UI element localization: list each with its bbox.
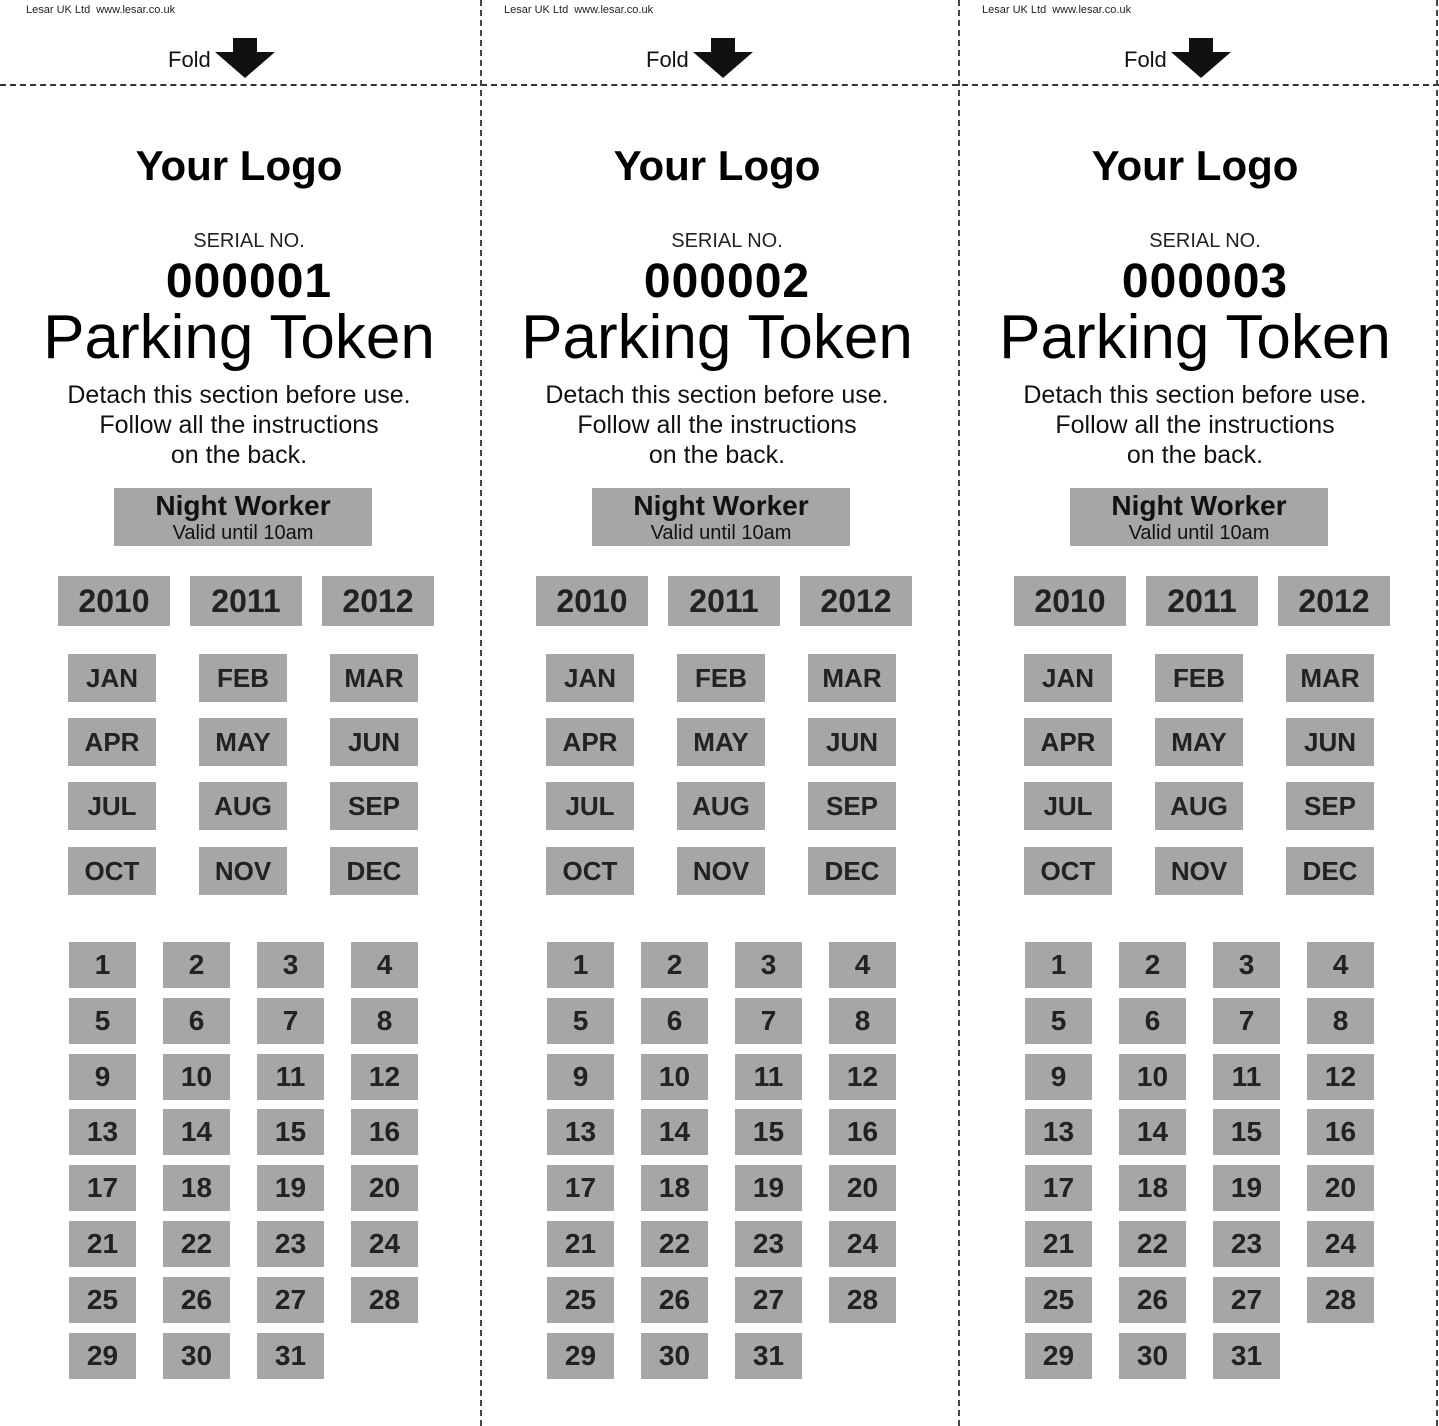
night-worker-badge [592,488,850,546]
day-box-19: 19 [1213,1165,1280,1211]
day-box-17: 17 [69,1165,136,1211]
serial-number: 000003 [1121,255,1289,308]
fold-label: Fold [646,47,689,72]
day-box-4: 4 [829,942,896,988]
month-box-apr: APR [546,718,634,766]
day-box-25: 25 [547,1277,614,1323]
day-box-22: 22 [1119,1221,1186,1267]
day-box-11: 11 [735,1054,802,1100]
parking-token-ticket [478,0,956,1426]
year-box-2012: 2012 [322,576,434,626]
day-box-23: 23 [735,1221,802,1267]
printer-company: Lesar UK Ltd [26,4,91,16]
day-box-9: 9 [1025,1054,1092,1100]
arrow-down-icon [215,38,275,83]
day-box-9: 9 [547,1054,614,1100]
day-box-13: 13 [1025,1109,1092,1155]
day-box-10: 10 [163,1054,230,1100]
month-box-jun: JUN [330,718,418,766]
instructions [478,380,956,470]
day-box-14: 14 [641,1109,708,1155]
month-box-may: MAY [677,718,765,766]
month-box-dec: DEC [330,847,418,895]
day-box-24: 24 [351,1221,418,1267]
instruction-line: Follow all the instructions [99,411,379,439]
day-box-7: 7 [257,998,324,1044]
day-box-3: 3 [257,942,324,988]
month-box-feb: FEB [1155,654,1243,702]
badge-subtitle: Valid until 10am [172,522,314,544]
serial-label: SERIAL NO. [671,230,783,252]
day-box-23: 23 [257,1221,324,1267]
day-box-18: 18 [1119,1165,1186,1211]
day-box-8: 8 [1307,998,1374,1044]
month-box-aug: AUG [199,782,287,830]
day-box-28: 28 [829,1277,896,1323]
serial-number: 000002 [643,255,811,308]
instruction-line: Detach this section before use. [67,381,411,409]
logo-placeholder: Your Logo [613,142,821,189]
printer-header [982,4,1131,16]
day-box-19: 19 [257,1165,324,1211]
month-box-jan: JAN [68,654,156,702]
parking-token-ticket [0,0,478,1426]
day-box-18: 18 [641,1165,708,1211]
month-box-jul: JUL [1024,782,1112,830]
day-box-23: 23 [1213,1221,1280,1267]
day-box-20: 20 [351,1165,418,1211]
day-box-24: 24 [829,1221,896,1267]
month-box-nov: NOV [199,847,287,895]
month-box-feb: FEB [677,654,765,702]
arrow-down-icon [1171,38,1231,83]
day-box-14: 14 [1119,1109,1186,1155]
day-box-13: 13 [547,1109,614,1155]
day-box-8: 8 [351,998,418,1044]
day-box-17: 17 [1025,1165,1092,1211]
day-box-2: 2 [1119,942,1186,988]
day-box-27: 27 [1213,1277,1280,1323]
day-box-29: 29 [547,1333,614,1379]
month-box-nov: NOV [1155,847,1243,895]
day-box-8: 8 [829,998,896,1044]
instruction-line: Detach this section before use. [1023,381,1367,409]
printer-website: www.lesar.co.uk [96,4,176,16]
day-box-21: 21 [1025,1221,1092,1267]
instruction-line: on the back. [170,441,308,469]
day-box-1: 1 [69,942,136,988]
perforation-line [1436,0,1438,1426]
instruction-line: Detach this section before use. [545,381,889,409]
month-box-jun: JUN [808,718,896,766]
day-box-30: 30 [641,1333,708,1379]
day-box-4: 4 [1307,942,1374,988]
month-box-jul: JUL [68,782,156,830]
day-box-26: 26 [163,1277,230,1323]
day-box-19: 19 [735,1165,802,1211]
instructions [0,380,478,470]
day-box-10: 10 [1119,1054,1186,1100]
day-box-11: 11 [257,1054,324,1100]
year-box-2010: 2010 [1014,576,1126,626]
day-box-3: 3 [1213,942,1280,988]
instruction-line: on the back. [1126,441,1264,469]
year-box-2012: 2012 [800,576,912,626]
day-box-22: 22 [163,1221,230,1267]
night-worker-badge [1070,488,1328,546]
printer-header [26,4,175,16]
serial-number: 000001 [165,255,333,308]
day-box-22: 22 [641,1221,708,1267]
month-box-oct: OCT [68,847,156,895]
day-box-24: 24 [1307,1221,1374,1267]
instructions [956,380,1434,470]
year-box-2010: 2010 [536,576,648,626]
fold-marker [168,40,275,80]
month-box-aug: AUG [1155,782,1243,830]
fold-marker [646,40,753,80]
month-box-jan: JAN [1024,654,1112,702]
printer-website: www.lesar.co.uk [1052,4,1132,16]
month-box-dec: DEC [1286,847,1374,895]
badge-title: Night Worker [1111,490,1287,521]
serial-label: SERIAL NO. [193,230,305,252]
year-box-2011: 2011 [190,576,302,626]
day-box-3: 3 [735,942,802,988]
logo-placeholder: Your Logo [135,142,343,189]
day-box-28: 28 [1307,1277,1374,1323]
day-box-15: 15 [257,1109,324,1155]
day-box-7: 7 [735,998,802,1044]
day-box-5: 5 [547,998,614,1044]
arrow-down-icon [693,38,753,83]
ticket-title: Parking Token [521,303,913,372]
day-box-31: 31 [735,1333,802,1379]
month-box-mar: MAR [330,654,418,702]
logo-placeholder: Your Logo [1091,142,1299,189]
month-box-may: MAY [1155,718,1243,766]
day-box-28: 28 [351,1277,418,1323]
day-box-16: 16 [1307,1109,1374,1155]
month-box-jul: JUL [546,782,634,830]
day-box-14: 14 [163,1109,230,1155]
month-box-apr: APR [68,718,156,766]
day-box-13: 13 [69,1109,136,1155]
day-box-9: 9 [69,1054,136,1100]
printer-website: www.lesar.co.uk [574,4,654,16]
day-box-20: 20 [829,1165,896,1211]
day-box-29: 29 [69,1333,136,1379]
month-box-jun: JUN [1286,718,1374,766]
badge-subtitle: Valid until 10am [650,522,792,544]
month-box-jan: JAN [546,654,634,702]
parking-token-ticket [956,0,1434,1426]
day-box-16: 16 [829,1109,896,1155]
ticket-title: Parking Token [999,303,1391,372]
fold-label: Fold [1124,47,1167,72]
badge-title: Night Worker [155,490,331,521]
day-box-30: 30 [1119,1333,1186,1379]
serial-label: SERIAL NO. [1149,230,1261,252]
year-box-2011: 2011 [1146,576,1258,626]
month-box-oct: OCT [546,847,634,895]
day-box-11: 11 [1213,1054,1280,1100]
day-box-31: 31 [1213,1333,1280,1379]
month-box-aug: AUG [677,782,765,830]
day-box-16: 16 [351,1109,418,1155]
day-box-7: 7 [1213,998,1280,1044]
fold-label: Fold [168,47,211,72]
badge-subtitle: Valid until 10am [1128,522,1270,544]
day-box-6: 6 [641,998,708,1044]
day-box-12: 12 [829,1054,896,1100]
month-box-oct: OCT [1024,847,1112,895]
month-box-dec: DEC [808,847,896,895]
month-box-nov: NOV [677,847,765,895]
day-box-31: 31 [257,1333,324,1379]
month-box-feb: FEB [199,654,287,702]
day-box-25: 25 [69,1277,136,1323]
day-box-26: 26 [1119,1277,1186,1323]
badge-title: Night Worker [633,490,809,521]
day-box-4: 4 [351,942,418,988]
day-box-5: 5 [1025,998,1092,1044]
year-box-2010: 2010 [58,576,170,626]
day-box-21: 21 [69,1221,136,1267]
day-box-12: 12 [351,1054,418,1100]
instruction-line: Follow all the instructions [1055,411,1335,439]
day-box-10: 10 [641,1054,708,1100]
year-box-2011: 2011 [668,576,780,626]
month-box-sep: SEP [808,782,896,830]
day-box-20: 20 [1307,1165,1374,1211]
instruction-line: on the back. [648,441,786,469]
day-box-29: 29 [1025,1333,1092,1379]
night-worker-badge [114,488,372,546]
year-box-2012: 2012 [1278,576,1390,626]
month-box-sep: SEP [330,782,418,830]
printer-company: Lesar UK Ltd [504,4,569,16]
instruction-line: Follow all the instructions [577,411,857,439]
printer-header [504,4,653,16]
month-box-mar: MAR [808,654,896,702]
printer-company: Lesar UK Ltd [982,4,1047,16]
month-box-sep: SEP [1286,782,1374,830]
day-box-2: 2 [163,942,230,988]
day-box-1: 1 [547,942,614,988]
month-box-mar: MAR [1286,654,1374,702]
day-box-6: 6 [1119,998,1186,1044]
day-box-15: 15 [1213,1109,1280,1155]
day-box-6: 6 [163,998,230,1044]
day-box-15: 15 [735,1109,802,1155]
day-box-5: 5 [69,998,136,1044]
fold-marker [1124,40,1231,80]
day-box-25: 25 [1025,1277,1092,1323]
day-box-18: 18 [163,1165,230,1211]
day-box-26: 26 [641,1277,708,1323]
day-box-30: 30 [163,1333,230,1379]
day-box-1: 1 [1025,942,1092,988]
day-box-12: 12 [1307,1054,1374,1100]
day-box-17: 17 [547,1165,614,1211]
ticket-title: Parking Token [43,303,435,372]
day-box-27: 27 [735,1277,802,1323]
day-box-2: 2 [641,942,708,988]
day-box-27: 27 [257,1277,324,1323]
month-box-apr: APR [1024,718,1112,766]
day-box-21: 21 [547,1221,614,1267]
month-box-may: MAY [199,718,287,766]
